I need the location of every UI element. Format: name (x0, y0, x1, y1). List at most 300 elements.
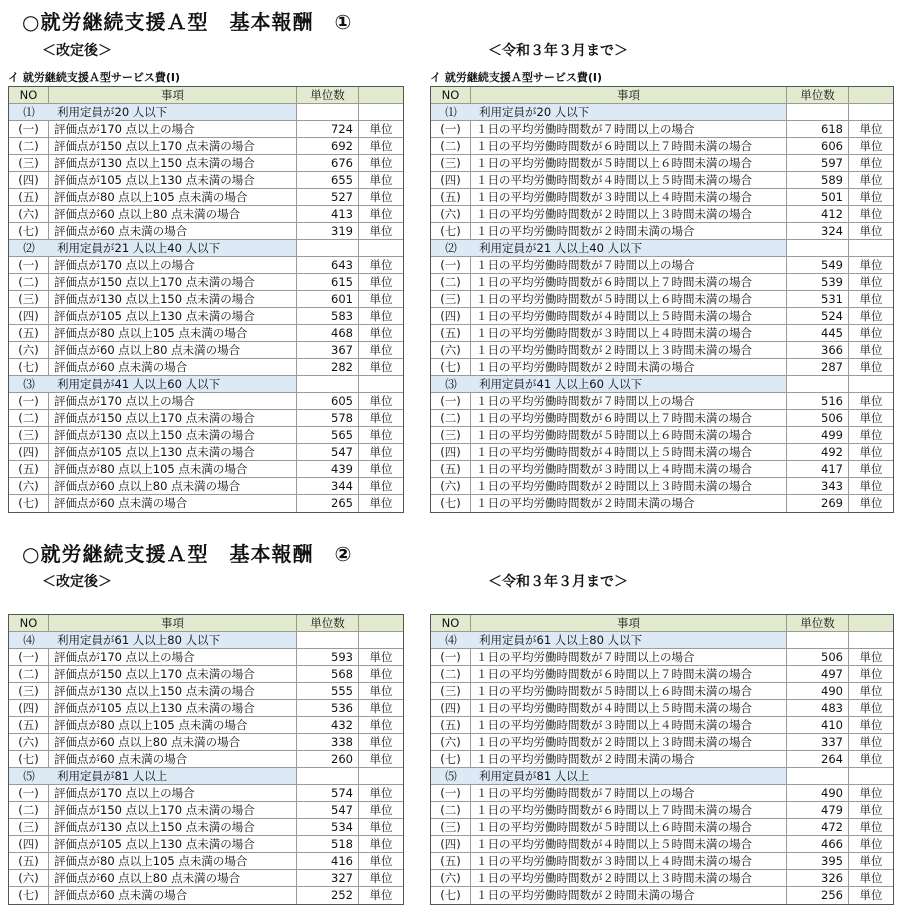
row-description: １日の平均労働時間数が３時間以上４時間未満の場合 (471, 461, 787, 477)
row-unit-value: 483 (787, 700, 849, 716)
row-unit-label: 単位 (369, 122, 393, 136)
row-description: １日の平均労働時間数が５時間以上６時間未満の場合 (471, 291, 787, 307)
table-row (431, 666, 893, 683)
row-unit-label: 単位 (369, 803, 393, 817)
group-value-blank (787, 768, 849, 784)
row-number: (五) (9, 853, 49, 869)
table-row (9, 478, 403, 495)
row-description: 評価点が150 点以上170 点未満の場合 (49, 666, 297, 682)
row-description: １日の平均労働時間数が４時間以上５時間未満の場合 (471, 308, 787, 324)
group-label: 利用定員が21 人以上40 人以下 (49, 240, 297, 256)
row-description: １日の平均労働時間数が２時間未満の場合 (471, 495, 787, 512)
row-description: 評価点が60 点未満の場合 (49, 359, 297, 375)
row-number: (一) (9, 257, 49, 273)
table-row (9, 325, 403, 342)
row-number: (七) (431, 887, 471, 904)
row-number: (六) (9, 478, 49, 494)
table-row (9, 342, 403, 359)
table-row (431, 887, 893, 904)
row-number: (五) (9, 189, 49, 205)
row-number: (五) (431, 461, 471, 477)
table-row (431, 785, 893, 802)
table-row (9, 853, 403, 870)
table-row (9, 189, 403, 206)
row-unit-value: 527 (297, 189, 359, 205)
header-units: 単位数 (297, 615, 359, 631)
group-number: ⑶ (445, 377, 457, 391)
row-number: (三) (9, 683, 49, 699)
table-row (9, 683, 403, 700)
row-unit-value: 531 (787, 291, 849, 307)
group-number: ⑴ (23, 105, 35, 119)
group-number: ⑸ (23, 769, 35, 783)
row-unit-label: 単位 (859, 820, 883, 834)
row-unit-label: 単位 (369, 837, 393, 851)
row-description: 評価点が80 点以上105 点未満の場合 (49, 853, 297, 869)
row-unit-label: 単位 (369, 258, 393, 272)
table-row (431, 342, 893, 359)
right-table-caption: イ 就労継続支援Ａ型サービス費(Ⅰ) (430, 71, 602, 84)
row-unit-value: 445 (787, 325, 849, 341)
row-description: １日の平均労働時間数が６時間以上７時間未満の場合 (471, 410, 787, 426)
row-unit-value: 326 (787, 870, 849, 886)
row-description: １日の平均労働時間数が５時間以上６時間未満の場合 (471, 819, 787, 835)
row-unit-value: 287 (787, 359, 849, 375)
table-row (9, 138, 403, 155)
group-row (9, 632, 403, 649)
row-unit-label: 単位 (859, 752, 883, 766)
header-no: NO (431, 87, 471, 103)
row-number: (一) (9, 785, 49, 801)
row-unit-label: 単位 (369, 752, 393, 766)
row-description: 評価点が80 点以上105 点未満の場合 (49, 717, 297, 733)
row-unit-value: 492 (787, 444, 849, 460)
row-number: (七) (431, 223, 471, 239)
row-number: (五) (9, 717, 49, 733)
row-unit-value: 583 (297, 308, 359, 324)
table-header-row (431, 615, 893, 632)
row-unit-label: 単位 (859, 667, 883, 681)
row-description: １日の平均労働時間数が７時間以上の場合 (471, 649, 787, 665)
row-unit-label: 単位 (859, 122, 883, 136)
header-blank (359, 615, 403, 631)
row-unit-label: 単位 (859, 156, 883, 170)
row-unit-label: 単位 (859, 224, 883, 238)
table-row (431, 189, 893, 206)
row-description: 評価点が105 点以上130 点未満の場合 (49, 444, 297, 460)
row-unit-value: 597 (787, 155, 849, 171)
table-row (431, 802, 893, 819)
row-number: (二) (9, 410, 49, 426)
row-unit-value: 327 (297, 870, 359, 886)
table-row (9, 700, 403, 717)
row-unit-label: 単位 (859, 258, 883, 272)
group-value-blank (297, 376, 359, 392)
table-row (431, 291, 893, 308)
row-unit-label: 単位 (859, 139, 883, 153)
group-value-blank (297, 104, 359, 120)
row-unit-label: 単位 (859, 479, 883, 493)
row-unit-value: 643 (297, 257, 359, 273)
row-unit-value: 549 (787, 257, 849, 273)
row-unit-value: 319 (297, 223, 359, 239)
row-description: １日の平均労働時間数が４時間以上５時間未満の場合 (471, 836, 787, 852)
table-row (431, 495, 893, 512)
table-row (431, 444, 893, 461)
row-unit-label: 単位 (369, 428, 393, 442)
table-row (431, 717, 893, 734)
row-description: 評価点が130 点以上150 点未満の場合 (49, 155, 297, 171)
row-unit-label: 単位 (369, 871, 393, 885)
row-number: (七) (431, 751, 471, 767)
group-label: 利用定員が21 人以上40 人以下 (471, 240, 787, 256)
row-unit-value: 555 (297, 683, 359, 699)
row-description: １日の平均労働時間数が６時間以上７時間未満の場合 (471, 138, 787, 154)
row-unit-label: 単位 (859, 292, 883, 306)
table-row (9, 802, 403, 819)
table-previous-1 (430, 86, 894, 513)
row-description: 評価点が60 点以上80 点未満の場合 (49, 870, 297, 886)
row-unit-label: 単位 (369, 667, 393, 681)
group-value-blank (787, 104, 849, 120)
row-unit-label: 単位 (859, 173, 883, 187)
row-unit-value: 506 (787, 649, 849, 665)
group-unit-blank (849, 768, 893, 784)
row-unit-label: 単位 (859, 888, 883, 902)
row-description: １日の平均労働時間数が２時間以上３時間未満の場合 (471, 870, 787, 886)
row-unit-value: 479 (787, 802, 849, 818)
row-unit-value: 367 (297, 342, 359, 358)
row-description: 評価点が80 点以上105 点未満の場合 (49, 189, 297, 205)
header-no: NO (9, 615, 49, 631)
group-label: 利用定員が61 人以上80 人以下 (471, 632, 787, 648)
row-unit-label: 単位 (369, 275, 393, 289)
row-description: 評価点が130 点以上150 点未満の場合 (49, 427, 297, 443)
table-row (431, 410, 893, 427)
row-description: 評価点が170 点以上の場合 (49, 649, 297, 665)
table-row (431, 683, 893, 700)
table-row (431, 734, 893, 751)
row-unit-label: 単位 (859, 718, 883, 732)
row-unit-label: 単位 (859, 445, 883, 459)
table-row (431, 121, 893, 138)
group-row (431, 104, 893, 121)
row-number: (五) (431, 853, 471, 869)
row-unit-value: 618 (787, 121, 849, 137)
row-number: (四) (9, 308, 49, 324)
row-number: (五) (431, 189, 471, 205)
row-unit-value: 265 (297, 495, 359, 512)
header-units: 単位数 (297, 87, 359, 103)
table-header-row (431, 87, 893, 104)
row-description: １日の平均労働時間数が７時間以上の場合 (471, 393, 787, 409)
row-unit-label: 単位 (369, 496, 393, 510)
header-item: 事項 (471, 87, 787, 103)
row-unit-label: 単位 (859, 190, 883, 204)
row-unit-label: 単位 (369, 156, 393, 170)
row-unit-label: 単位 (859, 326, 883, 340)
row-unit-value: 724 (297, 121, 359, 137)
row-description: １日の平均労働時間数が４時間以上５時間未満の場合 (471, 700, 787, 716)
table-row (9, 717, 403, 734)
header-no: NO (431, 615, 471, 631)
group-row (431, 632, 893, 649)
row-number: (三) (431, 683, 471, 699)
row-description: １日の平均労働時間数が４時間以上５時間未満の場合 (471, 172, 787, 188)
row-unit-label: 単位 (369, 224, 393, 238)
row-description: １日の平均労働時間数が２時間以上３時間未満の場合 (471, 342, 787, 358)
row-unit-value: 593 (297, 649, 359, 665)
row-description: 評価点が150 点以上170 点未満の場合 (49, 802, 297, 818)
row-number: (一) (9, 649, 49, 665)
table-row (9, 495, 403, 512)
row-number: (二) (431, 410, 471, 426)
row-unit-label: 単位 (859, 428, 883, 442)
group-value-blank (297, 240, 359, 256)
table-row (9, 819, 403, 836)
header-item: 事項 (49, 87, 297, 103)
table-row (431, 308, 893, 325)
table-row (9, 649, 403, 666)
row-unit-label: 単位 (859, 701, 883, 715)
group-number: ⑶ (23, 377, 35, 391)
row-number: (三) (9, 819, 49, 835)
row-number: (三) (431, 291, 471, 307)
row-description: 評価点が150 点以上170 点未満の場合 (49, 410, 297, 426)
table-row (9, 870, 403, 887)
group-row (9, 240, 403, 257)
row-unit-value: 578 (297, 410, 359, 426)
row-number: (三) (431, 427, 471, 443)
row-unit-value: 655 (297, 172, 359, 188)
group-unit-blank (359, 240, 403, 256)
header-blank (849, 87, 893, 103)
row-number: (六) (431, 870, 471, 886)
row-number: (七) (431, 495, 471, 512)
row-unit-label: 単位 (369, 701, 393, 715)
row-description: 評価点が150 点以上170 点未満の場合 (49, 274, 297, 290)
table-row (9, 291, 403, 308)
group-unit-blank (849, 104, 893, 120)
row-number: (七) (9, 887, 49, 904)
row-unit-label: 単位 (859, 837, 883, 851)
table-row (9, 121, 403, 138)
row-unit-value: 501 (787, 189, 849, 205)
row-unit-label: 単位 (369, 326, 393, 340)
row-number: (四) (9, 700, 49, 716)
row-unit-value: 516 (787, 393, 849, 409)
row-number: (五) (431, 325, 471, 341)
row-unit-value: 601 (297, 291, 359, 307)
row-number: (一) (431, 121, 471, 137)
row-unit-label: 単位 (369, 786, 393, 800)
table-row (431, 478, 893, 495)
row-number: (五) (431, 717, 471, 733)
row-number: (六) (431, 342, 471, 358)
row-unit-value: 589 (787, 172, 849, 188)
row-number: (六) (431, 734, 471, 750)
row-unit-value: 692 (297, 138, 359, 154)
row-description: １日の平均労働時間数が５時間以上６時間未満の場合 (471, 427, 787, 443)
row-number: (二) (431, 274, 471, 290)
row-description: 評価点が60 点以上80 点未満の場合 (49, 478, 297, 494)
group-label: 利用定員が41 人以上60 人以下 (471, 376, 787, 392)
group-row (9, 376, 403, 393)
row-unit-label: 単位 (369, 462, 393, 476)
row-unit-value: 524 (787, 308, 849, 324)
row-unit-value: 324 (787, 223, 849, 239)
right-subtitle-2: ＜令和３年３月まで＞ (488, 574, 628, 590)
table-row (9, 887, 403, 904)
row-unit-value: 547 (297, 444, 359, 460)
table-row (431, 819, 893, 836)
group-value-blank (297, 632, 359, 648)
row-unit-value: 499 (787, 427, 849, 443)
row-unit-label: 単位 (859, 735, 883, 749)
header-units: 単位数 (787, 615, 849, 631)
row-unit-label: 単位 (859, 309, 883, 323)
row-unit-label: 単位 (369, 820, 393, 834)
row-number: (六) (431, 478, 471, 494)
row-description: １日の平均労働時間数が２時間以上３時間未満の場合 (471, 478, 787, 494)
row-unit-value: 410 (787, 717, 849, 733)
row-unit-label: 単位 (369, 888, 393, 902)
row-unit-label: 単位 (859, 343, 883, 357)
group-unit-blank (359, 376, 403, 392)
group-row (431, 768, 893, 785)
row-description: 評価点が60 点未満の場合 (49, 887, 297, 904)
row-description: １日の平均労働時間数が２時間未満の場合 (471, 223, 787, 239)
row-unit-label: 単位 (859, 786, 883, 800)
row-description: 評価点が80 点以上105 点未満の場合 (49, 461, 297, 477)
table-row (9, 274, 403, 291)
row-unit-value: 506 (787, 410, 849, 426)
row-description: １日の平均労働時間数が５時間以上６時間未満の場合 (471, 683, 787, 699)
table-row (9, 410, 403, 427)
row-description: 評価点が60 点未満の場合 (49, 751, 297, 767)
row-number: (四) (9, 836, 49, 852)
row-unit-value: 605 (297, 393, 359, 409)
row-description: １日の平均労働時間数が２時間以上３時間未満の場合 (471, 206, 787, 222)
table-revised-1 (8, 86, 404, 513)
row-unit-value: 606 (787, 138, 849, 154)
row-unit-label: 単位 (859, 462, 883, 476)
row-unit-value: 343 (787, 478, 849, 494)
row-number: (二) (431, 666, 471, 682)
row-unit-value: 547 (297, 802, 359, 818)
row-description: １日の平均労働時間数が２時間未満の場合 (471, 751, 787, 767)
row-number: (二) (9, 138, 49, 154)
row-unit-value: 337 (787, 734, 849, 750)
row-unit-label: 単位 (369, 479, 393, 493)
row-unit-value: 568 (297, 666, 359, 682)
table-row (431, 155, 893, 172)
row-number: (六) (9, 342, 49, 358)
table-row (431, 172, 893, 189)
row-description: 評価点が170 点以上の場合 (49, 393, 297, 409)
table-row (9, 427, 403, 444)
group-number: ⑷ (445, 633, 457, 647)
row-description: １日の平均労働時間数が７時間以上の場合 (471, 785, 787, 801)
table-row (9, 393, 403, 410)
header-no: NO (9, 87, 49, 103)
table-row (9, 461, 403, 478)
row-unit-label: 単位 (369, 360, 393, 374)
group-value-blank (787, 376, 849, 392)
row-description: １日の平均労働時間数が６時間以上７時間未満の場合 (471, 666, 787, 682)
group-unit-blank (849, 376, 893, 392)
row-unit-value: 282 (297, 359, 359, 375)
left-table-caption: イ 就労継続支援Ａ型サービス費(Ⅰ) (8, 71, 180, 84)
row-unit-value: 472 (787, 819, 849, 835)
row-unit-value: 676 (297, 155, 359, 171)
row-unit-value: 417 (787, 461, 849, 477)
table-row (9, 734, 403, 751)
row-unit-label: 単位 (859, 854, 883, 868)
row-unit-label: 単位 (369, 190, 393, 204)
row-unit-label: 単位 (369, 292, 393, 306)
row-unit-value: 468 (297, 325, 359, 341)
row-unit-value: 366 (787, 342, 849, 358)
row-unit-label: 単位 (369, 207, 393, 221)
group-value-blank (297, 768, 359, 784)
table-row (431, 649, 893, 666)
table-row (9, 444, 403, 461)
table-row (431, 461, 893, 478)
row-description: 評価点が170 点以上の場合 (49, 121, 297, 137)
row-unit-value: 432 (297, 717, 359, 733)
table-revised-2 (8, 614, 404, 905)
row-unit-label: 単位 (859, 650, 883, 664)
row-unit-label: 単位 (859, 871, 883, 885)
row-number: (六) (9, 206, 49, 222)
group-label: 利用定員が61 人以上80 人以下 (49, 632, 297, 648)
table-row (431, 870, 893, 887)
row-unit-value: 565 (297, 427, 359, 443)
row-description: １日の平均労働時間数が２時間未満の場合 (471, 359, 787, 375)
right-subtitle-1: ＜令和３年３月まで＞ (488, 43, 628, 59)
group-unit-blank (359, 768, 403, 784)
table-row (9, 751, 403, 768)
table-row (431, 206, 893, 223)
group-label: 利用定員が81 人以上 (471, 768, 787, 784)
row-description: １日の平均労働時間数が３時間以上４時間未満の場合 (471, 853, 787, 869)
row-description: 評価点が105 点以上130 点未満の場合 (49, 308, 297, 324)
row-number: (一) (9, 393, 49, 409)
row-description: 評価点が60 点未満の場合 (49, 495, 297, 512)
row-unit-value: 534 (297, 819, 359, 835)
row-number: (三) (431, 155, 471, 171)
row-number: (四) (431, 172, 471, 188)
table-header-row (9, 615, 403, 632)
header-blank (359, 87, 403, 103)
table-row (431, 359, 893, 376)
header-item: 事項 (49, 615, 297, 631)
row-number: (七) (431, 359, 471, 375)
row-unit-value: 497 (787, 666, 849, 682)
row-unit-value: 252 (297, 887, 359, 904)
row-unit-label: 単位 (369, 139, 393, 153)
row-description: １日の平均労働時間数が５時間以上６時間未満の場合 (471, 155, 787, 171)
row-number: (七) (9, 223, 49, 239)
row-description: １日の平均労働時間数が３時間以上４時間未満の場合 (471, 717, 787, 733)
group-label: 利用定員が41 人以上60 人以下 (49, 376, 297, 392)
row-unit-value: 490 (787, 785, 849, 801)
row-unit-label: 単位 (369, 309, 393, 323)
row-description: 評価点が170 点以上の場合 (49, 785, 297, 801)
row-description: 評価点が60 点未満の場合 (49, 223, 297, 239)
row-unit-value: 344 (297, 478, 359, 494)
